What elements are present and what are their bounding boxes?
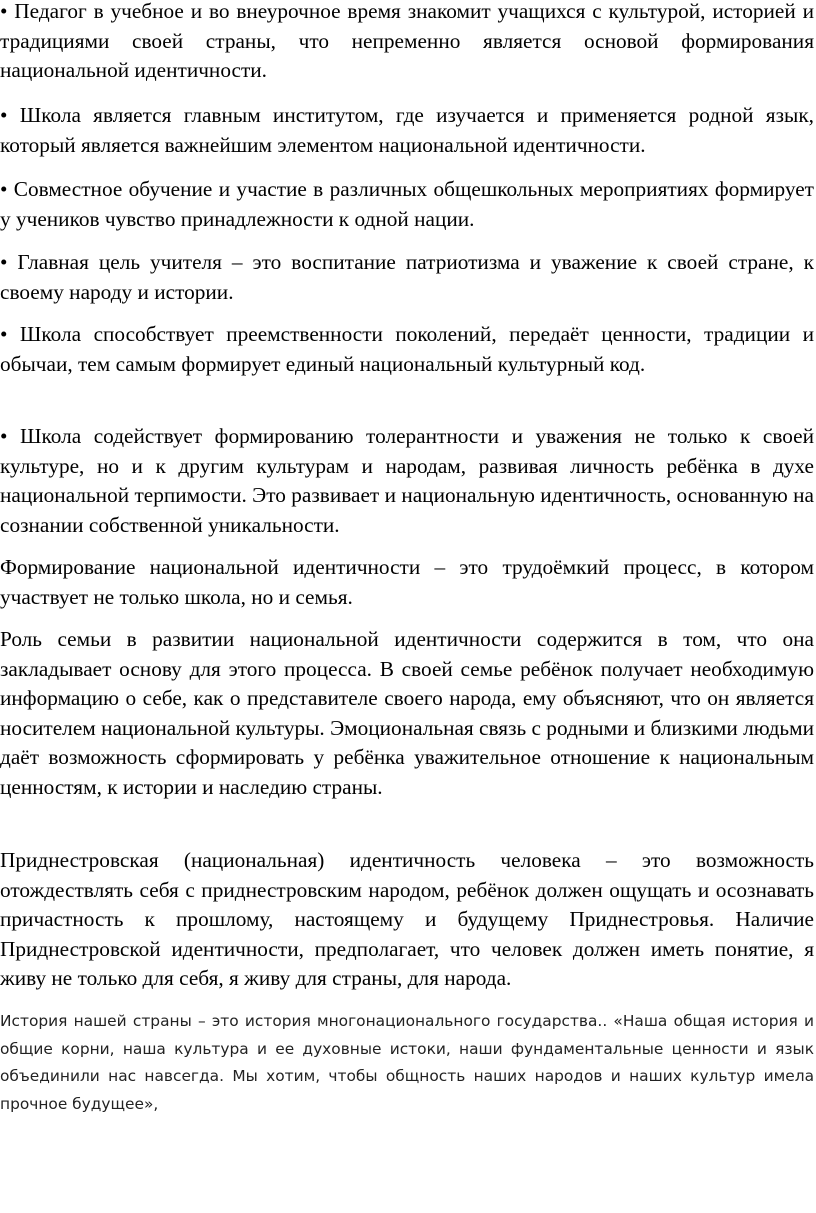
paragraph-teacher-culture: • Педагог в учебное и во внеурочное время знакомит учащихся с культурой, историей и традициями своей страны, что непременно является основой формирования национальной идентичности. <box>0 0 814 82</box>
paragraph-tolerance: • Школа содействует формированию толерантности и уважения не только к своей культуре, но и к другим культурам и народам, развивая личность ребёнка в духе национальной терпимости. Это развивает и национальную идентичность, основанную на сознании собственной уникальности. <box>0 424 814 537</box>
paragraph-family-role: Роль семьи в развитии национальной идентичности содержится в том, что она закладывает основу для этого процесса. В своей семье ребёнок получает необходимую информацию о себе, как о представителе своего народа, ему объясняют, что он является носителем национальной культуры. Эмоциональная связь с родными и близкими людьми даёт возможность сформировать у ребёнка уважительное отношение к национальным ценностям, к истории и наследию страны. <box>0 627 815 799</box>
paragraph-history-quote: История нашей страны – это история многонационального государства.. «Наша общая история и общие корни, наша культура и ее духовные истоки, наши фундаментальные ценности и язык объединили нас навсегда. Мы хотим, чтобы общность наших народов и наших культур имела прочное будущее», <box>0 1012 814 1113</box>
paragraph-pmr-identity: Приднестровская (национальная) идентичность человека – это возможность отождествлять себя с приднестровским народом, ребёнок должен ощущать и осознавать причастность к прошлому, настоящему и будущему Приднестровья. Наличие Приднестровской идентичности, предполагает, что человек должен иметь понятие, я живу не только для себя, я живу для страны, для народа. <box>0 848 814 990</box>
paragraph-identity-process: Формирование национальной идентичности – это трудоёмкий процесс, в котором участвует не только школа, но и семья. <box>0 555 814 609</box>
paragraph-teacher-goal: • Главная цель учителя – это воспитание патриотизма и уважение к своей стране, к своему народу и истории. <box>0 250 814 304</box>
paragraph-generations: • Школа способствует преемственности поколений, передаёт ценности, традиции и обычаи, тем самым формирует единый национальный культурный код. <box>0 322 814 376</box>
paragraph-joint-learning: • Совместное обучение и участие в различных общешкольных мероприятиях формирует у учеников чувство принадлежности к одной нации. <box>0 177 814 231</box>
paragraph-school-language: • Школа является главным институтом, где изучается и применяется родной язык, который является важнейшим элементом национальной идентичности. <box>0 103 814 157</box>
